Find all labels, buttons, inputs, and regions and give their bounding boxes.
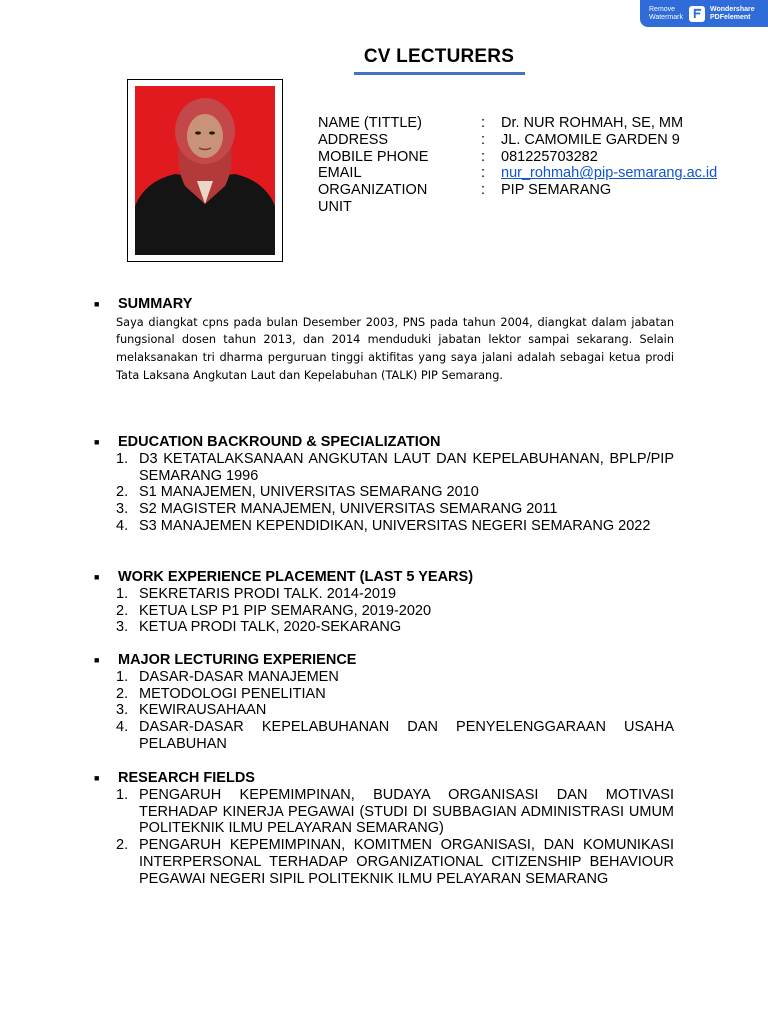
- list-item-text: S2 MAGISTER MANAJEMEN, UNIVERSITAS SEMARANG 2011: [139, 501, 558, 518]
- square-bullet-icon: ■: [94, 572, 100, 583]
- list-item: [92, 837, 674, 887]
- page-title: CV LECTURERS: [363, 46, 515, 67]
- list-item-text: KETUA PRODI TALK, 2020-SEKARANG: [139, 619, 402, 636]
- profile-value: 081225703282: [501, 148, 598, 165]
- list-item: [92, 501, 674, 518]
- profile-label: EMAIL: [318, 165, 362, 182]
- education-heading: [92, 434, 674, 451]
- list-number: 1.: [116, 450, 129, 467]
- profile-row-name: [318, 115, 717, 132]
- profile-row-address: [318, 132, 717, 149]
- work-experience-section: [92, 569, 674, 636]
- square-bullet-icon: ■: [94, 299, 100, 310]
- profile-label: ADDRESS: [318, 131, 389, 148]
- section-heading-text: EDUCATION BACKROUND & SPECIALIZATION: [118, 434, 441, 450]
- education-section: [92, 434, 674, 535]
- section-heading-text: RESEARCH FIELDS: [118, 770, 255, 786]
- section-heading-text: SUMMARY: [118, 296, 193, 312]
- square-bullet-icon: ■: [94, 437, 100, 448]
- list-item: [92, 484, 674, 501]
- title-underline: [354, 72, 525, 75]
- summary-text: Saya diangkat cpns pada bulan Desember 2003, PNS pada tahun 2004, diangkat dalam jabatan fungsional dosen tahun 2013, dan 2014 menduduki jabatan lektor sampai sekarang. Selain melaksanakan tri dharma perguruan tinggi aktifitas yang saya jalani adalah sebagai ketua prodi Tata Laksana Angkutan Laut dan Kepelabuhan (TALK) PIP Semarang.: [116, 315, 674, 382]
- list-item: [92, 719, 674, 753]
- list-item-text: DASAR-DASAR KEPELABUHANAN DAN PENYELENGGARAAN USAHA PELABUHAN: [139, 719, 674, 752]
- list-number: 4.: [116, 517, 129, 534]
- profile-details: [318, 115, 717, 216]
- list-item-text: DASAR-DASAR MANAJEMEN: [139, 668, 339, 685]
- section-heading-text: MAJOR LECTURING EXPERIENCE: [118, 652, 357, 668]
- education-list: [92, 451, 674, 535]
- list-item: [92, 603, 674, 620]
- profile-value: Dr. NUR ROHMAH, SE, MM: [501, 115, 684, 131]
- square-bullet-icon: ■: [94, 655, 100, 666]
- lecturing-heading: [92, 652, 674, 669]
- profile-label: UNIT: [318, 198, 352, 215]
- work-experience-heading: [92, 569, 674, 586]
- list-item-text: PENGARUH KEPEMIMPINAN, BUDAYA ORGANISASI DAN MOTIVASI TERHADAP KINERJA PEGAWAI (STUDI DI SUBBAGIAN ADMINISTRASI UMUM POLITEKNIK ILMU PELAYARAN SEMARANG): [139, 786, 674, 837]
- list-number: 1.: [116, 786, 129, 803]
- watermark-brand: [710, 6, 755, 22]
- list-item-text: KETUA LSP P1 PIP SEMARANG, 2019-2020: [139, 602, 432, 619]
- watermark-brand-line1: Wondershare: [710, 5, 755, 13]
- list-item-text: D3 KETATALAKSANAAN ANGKUTAN LAUT DAN KEPELABUHANAN, BPLP/PIP SEMARANG 1996: [139, 450, 674, 484]
- list-item-text: METODOLOGI PENELITIAN: [139, 685, 326, 702]
- summary-heading: [92, 296, 674, 313]
- list-item-text: S1 MANAJEMEN, UNIVERSITAS SEMARANG 2010: [139, 484, 479, 501]
- profile-label: NAME (TITTLE): [318, 115, 422, 131]
- list-number: 3.: [116, 619, 129, 636]
- list-number: 2.: [116, 484, 129, 501]
- email-link[interactable]: nur_rohmah@pip-semarang.ac.id: [501, 165, 718, 182]
- list-number: 1.: [116, 585, 129, 602]
- list-number: 4.: [116, 719, 129, 736]
- profile-photo: [127, 79, 283, 262]
- list-number: 1.: [116, 668, 129, 685]
- section-heading-text: WORK EXPERIENCE PLACEMENT (LAST 5 YEARS): [118, 569, 474, 585]
- profile-colon: [481, 199, 501, 216]
- square-bullet-icon: ■: [94, 773, 100, 784]
- list-item-text: PENGARUH KEPEMIMPINAN, KOMITMEN ORGANISASI, DAN KOMUNIKASI INTERPERSONAL TERHADAP ORGANIZATIONAL CITIZENSHIP BEHAVIOUR PEGAWAI NEGERI SIPIL POLITEKNIK ILMU PELAYARAN SEMARANG: [139, 837, 674, 887]
- list-item: [92, 619, 674, 636]
- research-section: [92, 770, 674, 888]
- list-item: [92, 787, 674, 837]
- profile-colon: :: [481, 148, 486, 165]
- portrait-image: [135, 86, 275, 255]
- profile-row-organization: [318, 182, 717, 199]
- profile-colon: :: [481, 131, 486, 148]
- list-item: [92, 686, 674, 703]
- profile-label: MOBILE PHONE: [318, 148, 429, 165]
- summary-section: [92, 296, 674, 384]
- profile-row-unit: [318, 199, 717, 216]
- research-list: [92, 787, 674, 888]
- list-number: 2.: [116, 837, 129, 854]
- lecturing-section: [92, 652, 674, 753]
- profile-colon: :: [481, 182, 486, 199]
- list-item: [92, 518, 674, 535]
- list-item-text: SEKRETARIS PRODI TALK. 2014-2019: [139, 585, 397, 602]
- profile-label: ORGANIZATION: [318, 182, 428, 199]
- pdfelement-logo-icon: [689, 6, 705, 22]
- list-item: [92, 669, 674, 686]
- profile-row-email: [318, 165, 717, 182]
- research-heading: [92, 770, 674, 787]
- remove-watermark-label[interactable]: Remove Watermark: [649, 5, 683, 21]
- list-number: 3.: [116, 501, 129, 518]
- list-item-text: S3 MANAJEMEN KEPENDIDIKAN, UNIVERSITAS NEGERI SEMARANG 2022: [139, 517, 651, 534]
- remove-watermark-badge[interactable]: [640, 0, 768, 27]
- profile-row-phone: [318, 149, 717, 166]
- list-number: 3.: [116, 702, 129, 719]
- work-experience-list: [92, 586, 674, 636]
- profile-value: PIP SEMARANG: [501, 182, 612, 199]
- watermark-brand-line2: PDFelement: [710, 13, 751, 21]
- profile-colon: :: [481, 165, 486, 182]
- profile-colon: :: [481, 115, 486, 131]
- list-item: [92, 702, 674, 719]
- lecturing-list: [92, 669, 674, 753]
- list-number: 2.: [116, 685, 129, 702]
- list-item: [92, 586, 674, 603]
- list-number: 2.: [116, 602, 129, 619]
- profile-value: JL. CAMOMILE GARDEN 9: [501, 131, 680, 148]
- list-item: [92, 451, 674, 485]
- list-item-text: KEWIRAUSAHAAN: [139, 702, 267, 719]
